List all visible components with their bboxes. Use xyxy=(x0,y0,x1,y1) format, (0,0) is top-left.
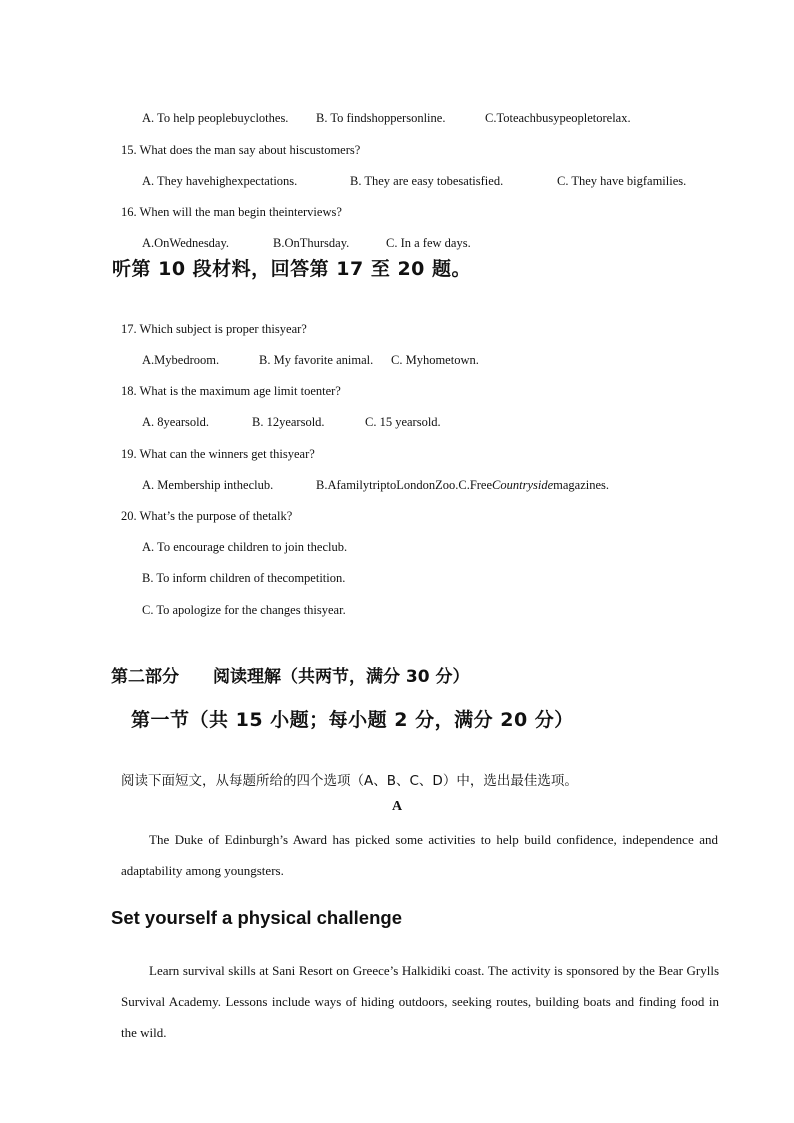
q14-option-c: C.Toteachbusypeopletorelax. xyxy=(485,111,631,125)
q17-question: 17. Which subject is proper thisyear? xyxy=(121,322,307,336)
q20-option-b: B. To inform children of thecompetition. xyxy=(142,571,346,585)
q19-option-c-magazine-name: Countryside xyxy=(492,478,554,492)
q14-option-b: B. To findshoppersonline. xyxy=(316,111,446,125)
q18-option-a: A. 8yearsold. xyxy=(142,415,209,429)
q17-option-b: B. My favorite animal. xyxy=(259,353,374,367)
q16-question: 16. When will the man begin theinterviews? xyxy=(121,205,342,219)
q16-option-c: C. In a few days. xyxy=(386,236,471,250)
passage-subtitle: Set yourself a physical challenge xyxy=(111,907,402,928)
q14-option-a: A. To help peoplebuyclothes. xyxy=(142,111,289,125)
q14-options xyxy=(142,110,631,126)
q15-question: 15. What does the man say about hiscustomers? xyxy=(121,143,361,157)
q18-options xyxy=(142,414,441,430)
reading-section-title: 第一节（共 15 小题；每小题 2 分，满分 20 分） xyxy=(131,709,574,731)
listening-section-heading: 听第 10 段材料，回答第 17 至 20 题。 xyxy=(112,258,472,280)
q19-options xyxy=(142,477,609,493)
q17-option-c: C. Myhometown. xyxy=(391,353,479,367)
reading-instruction: 阅读下面短文，从每题所给的四个选项（A、B、C、D）中，选出最佳选项。 xyxy=(121,773,578,789)
q16-option-b: B.OnThursday. xyxy=(273,236,350,250)
q15-option-a: A. They havehighexpectations. xyxy=(142,174,298,188)
q19-option-a: A. Membership intheclub. xyxy=(142,478,274,492)
q16-options xyxy=(142,235,471,251)
q15-options xyxy=(142,173,686,189)
reading-part-title: 第二部分 阅读理解（共两节，满分 30 分） xyxy=(111,667,470,687)
q15-option-b: B. They are easy tobesatisfied. xyxy=(350,174,504,188)
passage-intro: The Duke of Edinburgh’s Award has picked some activities to help build confidence, independence and adaptability among youngsters. xyxy=(121,832,718,878)
passage-paragraph: Learn survival skills at Sani Resort on Greece’s Halkidiki coast. The activity is sponsored by the Bear Grylls Survival Academy. Lessons include ways of hiding outdoors, seeking routes, building boats and finding food in the wild. xyxy=(121,963,719,1040)
q20-question: 20. What’s the purpose of thetalk? xyxy=(121,509,293,523)
q19-option-b: B.AfamilytriptoLondonZoo. xyxy=(316,478,459,492)
q18-question: 18. What is the maximum age limit toenter? xyxy=(121,384,341,398)
q20-option-c: C. To apologize for the changes thisyear. xyxy=(142,603,346,617)
q16-option-a: A.OnWednesday. xyxy=(142,236,230,250)
q19-option-c xyxy=(458,477,609,493)
q20-option-a: A. To encourage children to join theclub. xyxy=(142,540,348,554)
q17-option-a: A.Mybedroom. xyxy=(142,353,220,367)
q17-options xyxy=(142,352,479,368)
q18-option-c: C. 15 yearsold. xyxy=(365,415,441,429)
q15-option-c: C. They have bigfamilies. xyxy=(557,174,687,188)
q19-question: 19. What can the winners get thisyear? xyxy=(121,447,315,461)
passage-label: A xyxy=(391,799,403,814)
q19-option-c-prefix: C.Free xyxy=(458,478,493,492)
q19-option-c-suffix: magazines. xyxy=(553,478,610,492)
q18-option-b: B. 12yearsold. xyxy=(252,415,325,429)
